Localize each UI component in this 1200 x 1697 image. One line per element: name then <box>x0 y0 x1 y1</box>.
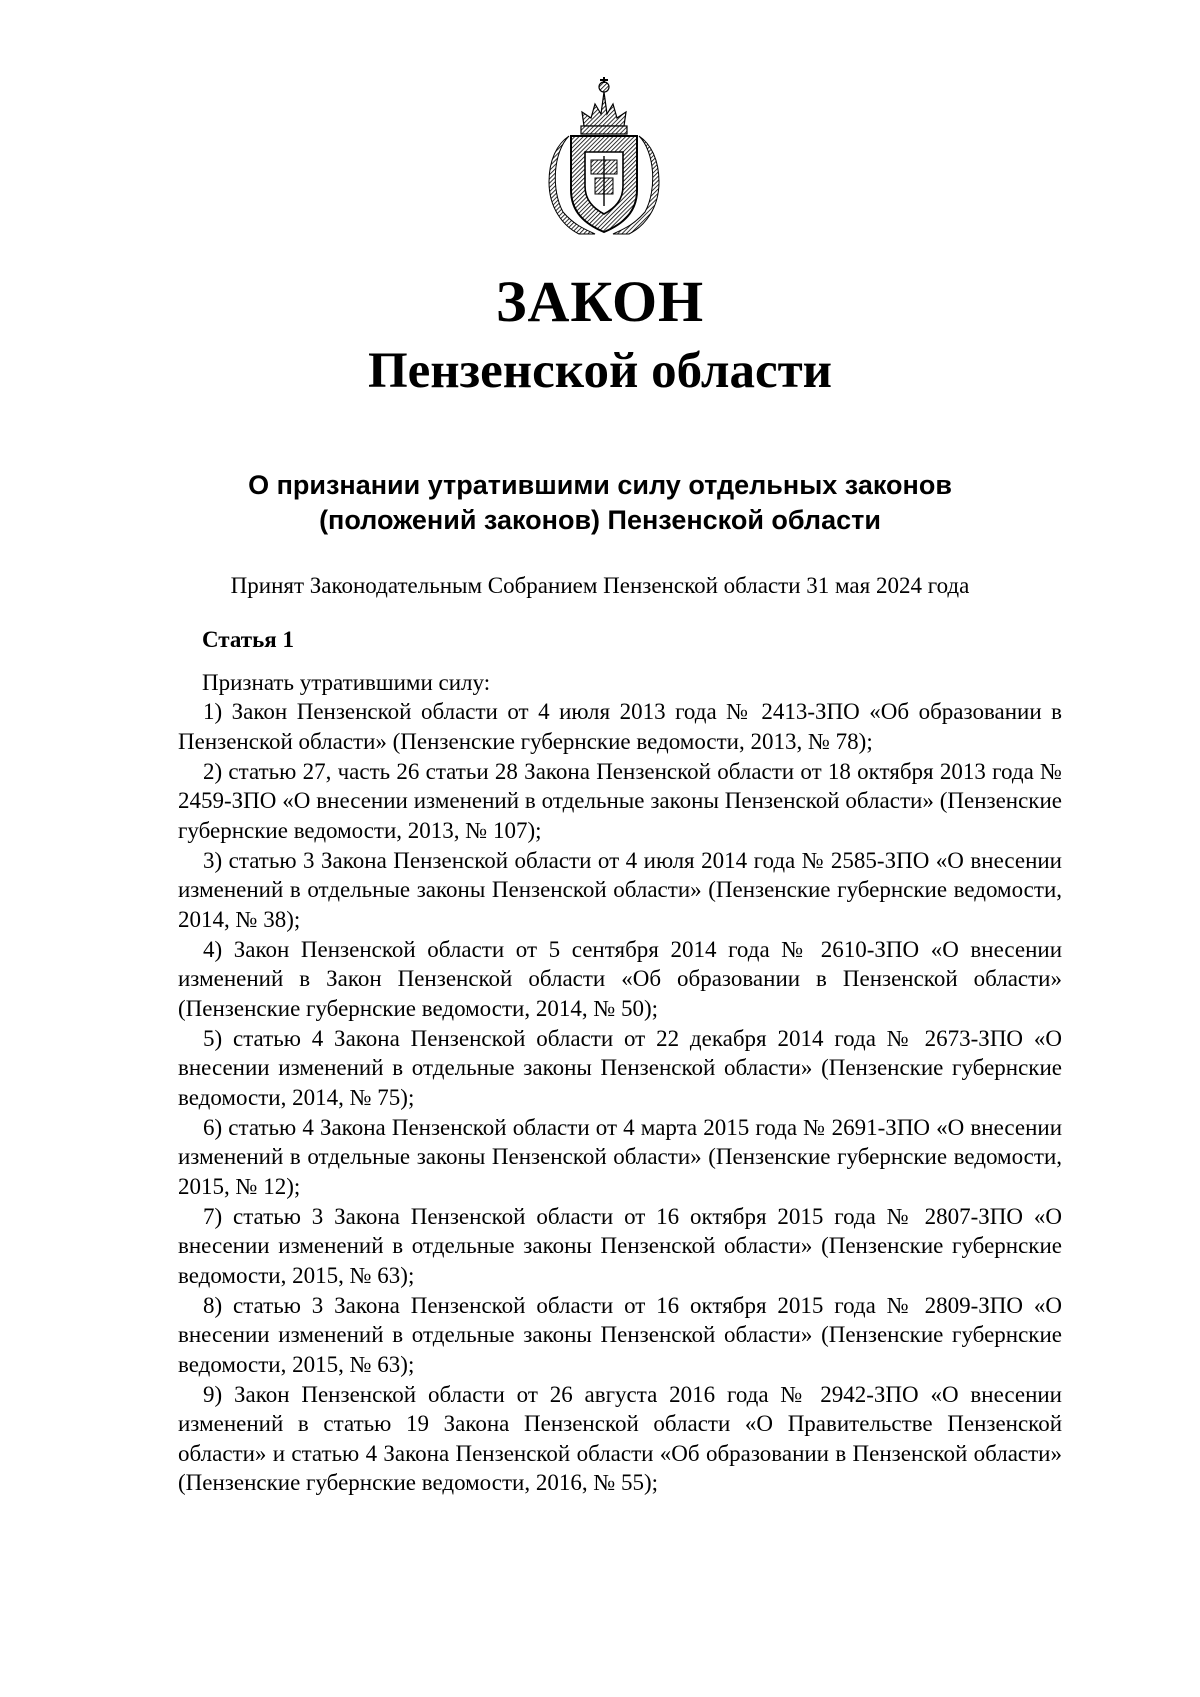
article-intro: Признать утратившими силу: <box>202 670 491 695</box>
adoption-note: Принят Законодательным Собранием Пензенской области 31 мая 2024 года <box>230 573 970 598</box>
article-item: 1) Закон Пензенской области от 4 июля 2013 года № 2413-ЗПО «Об образовании в Пензенской области» (Пензенские губернские ведомости, 2013, № 78); <box>178 699 1062 754</box>
article-title: Статья 1 <box>202 627 294 652</box>
document-heading-line: (положений законов) Пензенской области <box>319 505 881 535</box>
article-item: 9) Закон Пензенской области от 26 августа 2016 года № 2942-ЗПО «О внесении изменений в статью 19 Закона Пензенской области «О Правительстве Пензенской области» и статью 4 Закона Пензенской области «Об образовании в Пензенской области» (Пензенские губернские ведомости, 2016, № 55); <box>178 1381 1062 1495</box>
article-item: 7) статью 3 Закона Пензенской области от 16 октября 2015 года № 2807-ЗПО «О внесении изменений в отдельные законы Пензенской области» (Пензенские губернские ведомости, 2015, № 63); <box>178 1203 1062 1288</box>
article-item: 3) статью 3 Закона Пензенской области от 4 июля 2014 года № 2585-ЗПО «О внесении изменений в отдельные законы Пензенской области» (Пензенские губернские ведомости, 2014, № 38); <box>178 847 1062 932</box>
article-item: 8) статью 3 Закона Пензенской области от 16 октября 2015 года № 2809-ЗПО «О внесении изменений в отдельные законы Пензенской области» (Пензенские губернские ведомости, 2015, № 63); <box>178 1292 1062 1377</box>
article-item: 6) статью 4 Закона Пензенской области от 4 марта 2015 года № 2691-ЗПО «О внесении изменений в отдельные законы Пензенской области» (Пензенские губернские ведомости, 2015, № 12); <box>178 1114 1062 1199</box>
article-item: 5) статью 4 Закона Пензенской области от 22 декабря 2014 года № 2673-ЗПО «О внесении изменений в отдельные законы Пензенской области» (Пензенские губернские ведомости, 2014, № 75); <box>178 1025 1062 1110</box>
article-item: 4) Закон Пензенской области от 5 сентября 2014 года № 2610-ЗПО «О внесении изменений в Закон Пензенской области «Об образовании в Пензенской области» (Пензенские губернские ведомости, 2014, № 50); <box>178 936 1062 1021</box>
penza-region-coat-of-arms-icon <box>535 74 673 240</box>
article-item: 2) статью 27, часть 26 статьи 28 Закона Пензенской области от 18 октября 2013 года № 2459-ЗПО «О внесении изменений в отдельные законы Пензенской области» (Пензенские губернские ведомости, 2013, № 107); <box>178 758 1062 843</box>
document-heading-line: О признании утратившими силу отдельных законов <box>248 470 952 500</box>
document-heading <box>0 468 1200 538</box>
law-region-title: Пензенской области <box>367 343 833 399</box>
article-item-list <box>178 697 1062 1498</box>
law-title: ЗАКОН <box>495 269 705 334</box>
